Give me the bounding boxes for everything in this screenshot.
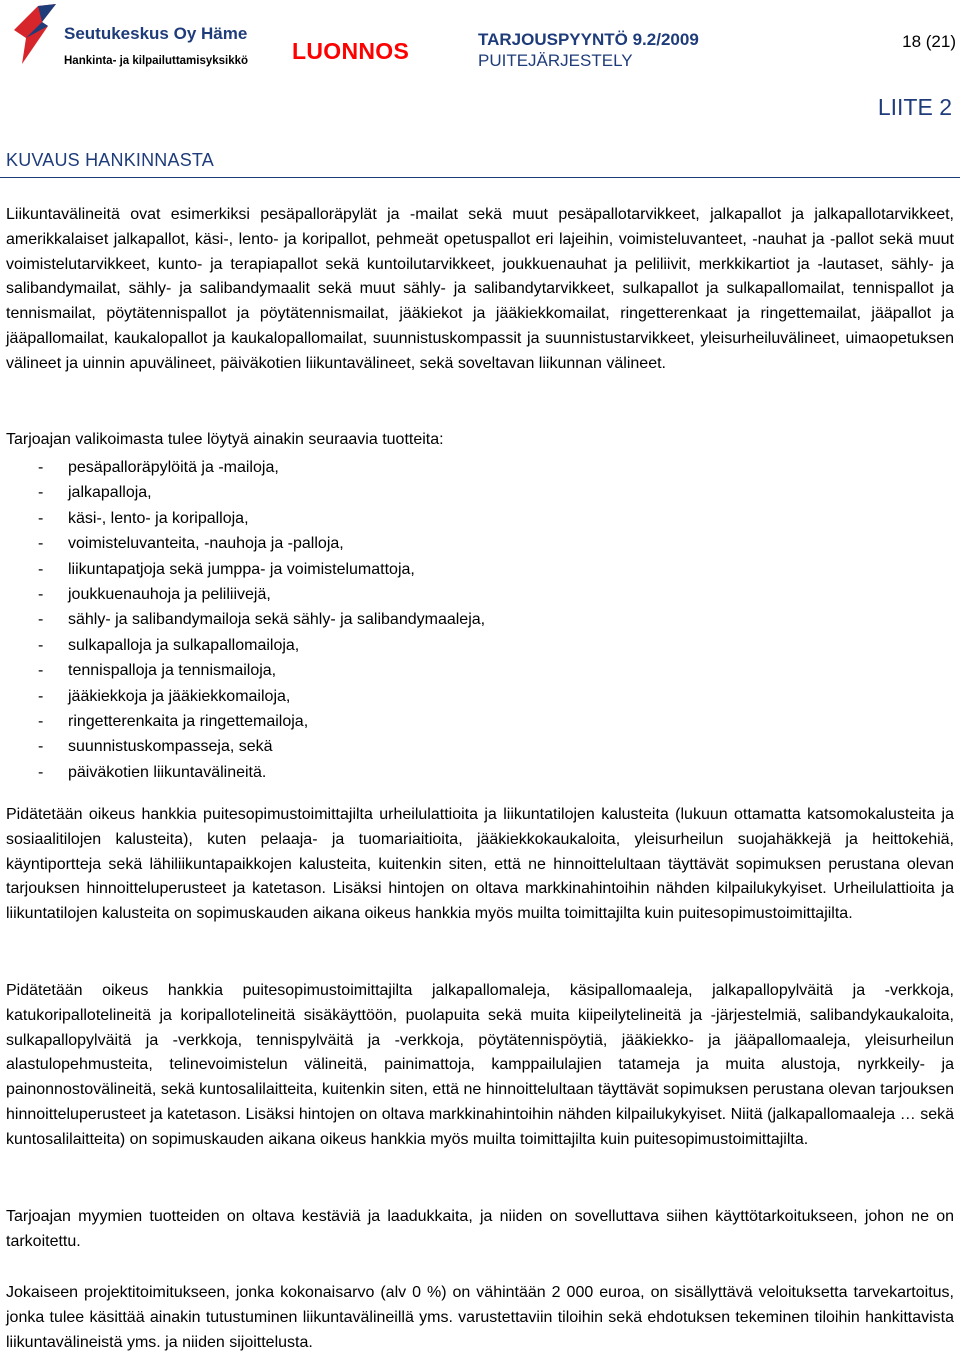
paragraph-project-delivery: Jokaiseen projektitoimitukseen, jonka kokonaisarvo (alv 0 %) on vähintään 2 000 euroa, on sisällyttävä veloituksetta tarvekartoitus, jonka tulee käsittää ainakin tutustuminen liikuntavälineillä yms. varustettaviin tiloihin sekä ehdotuksen tekeminen tiloihin hankittavista liikuntavälineistä yms. ja niiden sijoittelusta. (6, 1284, 954, 1351)
annex-label: LIITE 2 (877, 94, 952, 120)
list-item: - sähly- ja salibandymailoja sekä sähly- ja salibandymaaleja, (38, 611, 486, 629)
paragraph-goals-right: Pidätetään oikeus hankkia puitesopimustoimittajilta jalkapallomaleja, käsipallomaaleja, jalkapallopylväitä ja -verkkoja, katukoripallotelineitä ja koripallotelineitä sisäkäyttöön, puolapuita sekä muita kiipeilytelineitä ja -järjestelmiä, salibandykaukaloita, sulkapallopylväitä ja -verkkoja, tennispylväitä ja -verkkoja, pöytätennispöytiä, jääkiekko- ja jääpallomaaleja, yleisurheilun alastulopehmusteita, telinevoimistelun välineitä, painimattoja, kamppailulajien tatameja ja muita alustoja, nyrkkeily- ja painonnostovälineitä, sekä kuntosalilaitteita, kuitenkin siten, että ne hinnoittelultaan täyttävät sopimuksen perustana olevan tarjouksen hinnoitteluperusteet ja katetason. Lisäksi hintojen on oltava markkinahintoihin nähden kilpailukykyiset. Niitä (jalkapallomaaleja … sekä kuntosalilaitteita) on sopimuskauden aikana oikeus hankkia myös muilta toimittajilta kuin puitesopimustoimittajilta. (6, 982, 954, 1148)
list-item: - joukkuenauhoja ja peliliivejä, (38, 586, 271, 604)
list-intro: Tarjoajan valikoimasta tulee löytyä ainakin seuraavia tuotteita: (6, 431, 444, 448)
paragraph-equipment-description: Liikuntavälineitä ovat esimerkiksi pesäpalloräpylät ja -mailat sekä muut pesäpallotarvikkeet, jalkapallot ja jalkapallotarvikkeet, amerikkalaiset jalkapallot, käsi-, lento- ja koripallot, pehmeät opetuspallot eri lajeihin, voimisteluvanteet, -nauhat ja -pallot sekä muut voimistelutarvikkeet, kunto- ja terapiapallot sekä kuntoilutarvikkeet, joukkuenauhat ja peliliivit, merkkikartiot ja -lautaset, sähly- ja salibandymailat, sähly- ja salibandymaalit sekä muut sähly- ja salibandytarvikkeet, sulkapallot ja sulkapallomailat, tennispallot ja tennismailat, pöytätennispallot ja pöytätennismailat, jääkiekot ja jääkiekkomailat, ringetterenkaat ja ringettemailat, jääpallot ja jääpallomailat, kaukalopallot ja kaukalopallomailat, suunnistuskompassit ja suunnistustarvikkeet, yleisurheiluvälineet, uimaopetuksen välineet ja uinnin apuvälineet, päiväkotien liikuntavälineet, sekä soveltavan liikunnan välineet. (6, 206, 954, 372)
list-item: - jääkiekkoja ja jääkiekkomailoja, (38, 687, 291, 705)
list-item: - voimisteluvanteita, -nauhoja ja -palloja, (38, 535, 344, 553)
list-item: - jalkapalloja, (38, 484, 152, 502)
page-number: 18 (21) (902, 32, 956, 51)
list-item: - liikuntapatjoja sekä jumppa- ja voimistelumattoja, (38, 560, 415, 578)
tender-id: TARJOUSPYYNTÖ 9.2/2009 (478, 30, 699, 49)
section-title: KUVAUS HANKINNASTA (6, 150, 214, 170)
list-item: - sulkapalloja ja sulkapallomailoja, (38, 636, 300, 654)
title-divider (0, 177, 960, 178)
agreement-label: PUITEJÄRJESTELY (478, 51, 633, 70)
paragraph-quality: Tarjoajan myymien tuotteiden on oltava kestäviä ja laadukkaita, ja niiden on sovelluttava siihen käyttötarkoitukseen, johon ne on tarkoitettu. (6, 1208, 954, 1250)
list-item: - pesäpalloräpylöitä ja -mailoja, (38, 459, 279, 476)
list-item: - tennispalloja ja tennismailoja, (38, 662, 277, 680)
list-item: - suunnistuskompasseja, sekä (38, 738, 273, 756)
product-list (6, 455, 954, 785)
list-item: - päiväkotien liikuntavälineitä. (38, 763, 267, 781)
list-item: - käsi-, lento- ja koripalloja, (38, 509, 249, 527)
organization-name: Seutukeskus Oy Häme (64, 24, 248, 43)
logo-wing-icon (12, 4, 60, 66)
list-item: - ringetterenkaita ja ringettemailoja, (38, 713, 309, 731)
page-header (0, 0, 960, 80)
paragraph-facilities-right: Pidätetään oikeus hankkia puitesopimustoimittajilta urheilulattioita ja liikuntatilojen kalusteita (lukuun ottamatta katsomokalusteita ja sosiaalitilojen kalusteita), kuten pelaaja- ja tuomariaitioita, jääkiekkokaukaloita, yleisurheilun suojahäkkejä ja heittokehiä, käyntiportteja sekä lähiliikuntapaikkojen kalusteita, kuitenkin siten, että ne hinnoittelultaan täyttävät sopimuksen perustana olevan tarjouksen hinnoitteluperusteet ja katetason. Lisäksi hintojen on oltava markkinahintoihin nähden kilpailukykyiset. Urheilulattioita ja liikuntatilojen kalusteita on sopimuskauden aikana oikeus hankkia myös muilta toimittajilta kuin puitesopimustoimittajilta. (6, 806, 954, 923)
draft-label: LUONNOS (292, 38, 410, 64)
organization-unit: Hankinta- ja kilpailuttamisyksikkö (64, 55, 249, 67)
